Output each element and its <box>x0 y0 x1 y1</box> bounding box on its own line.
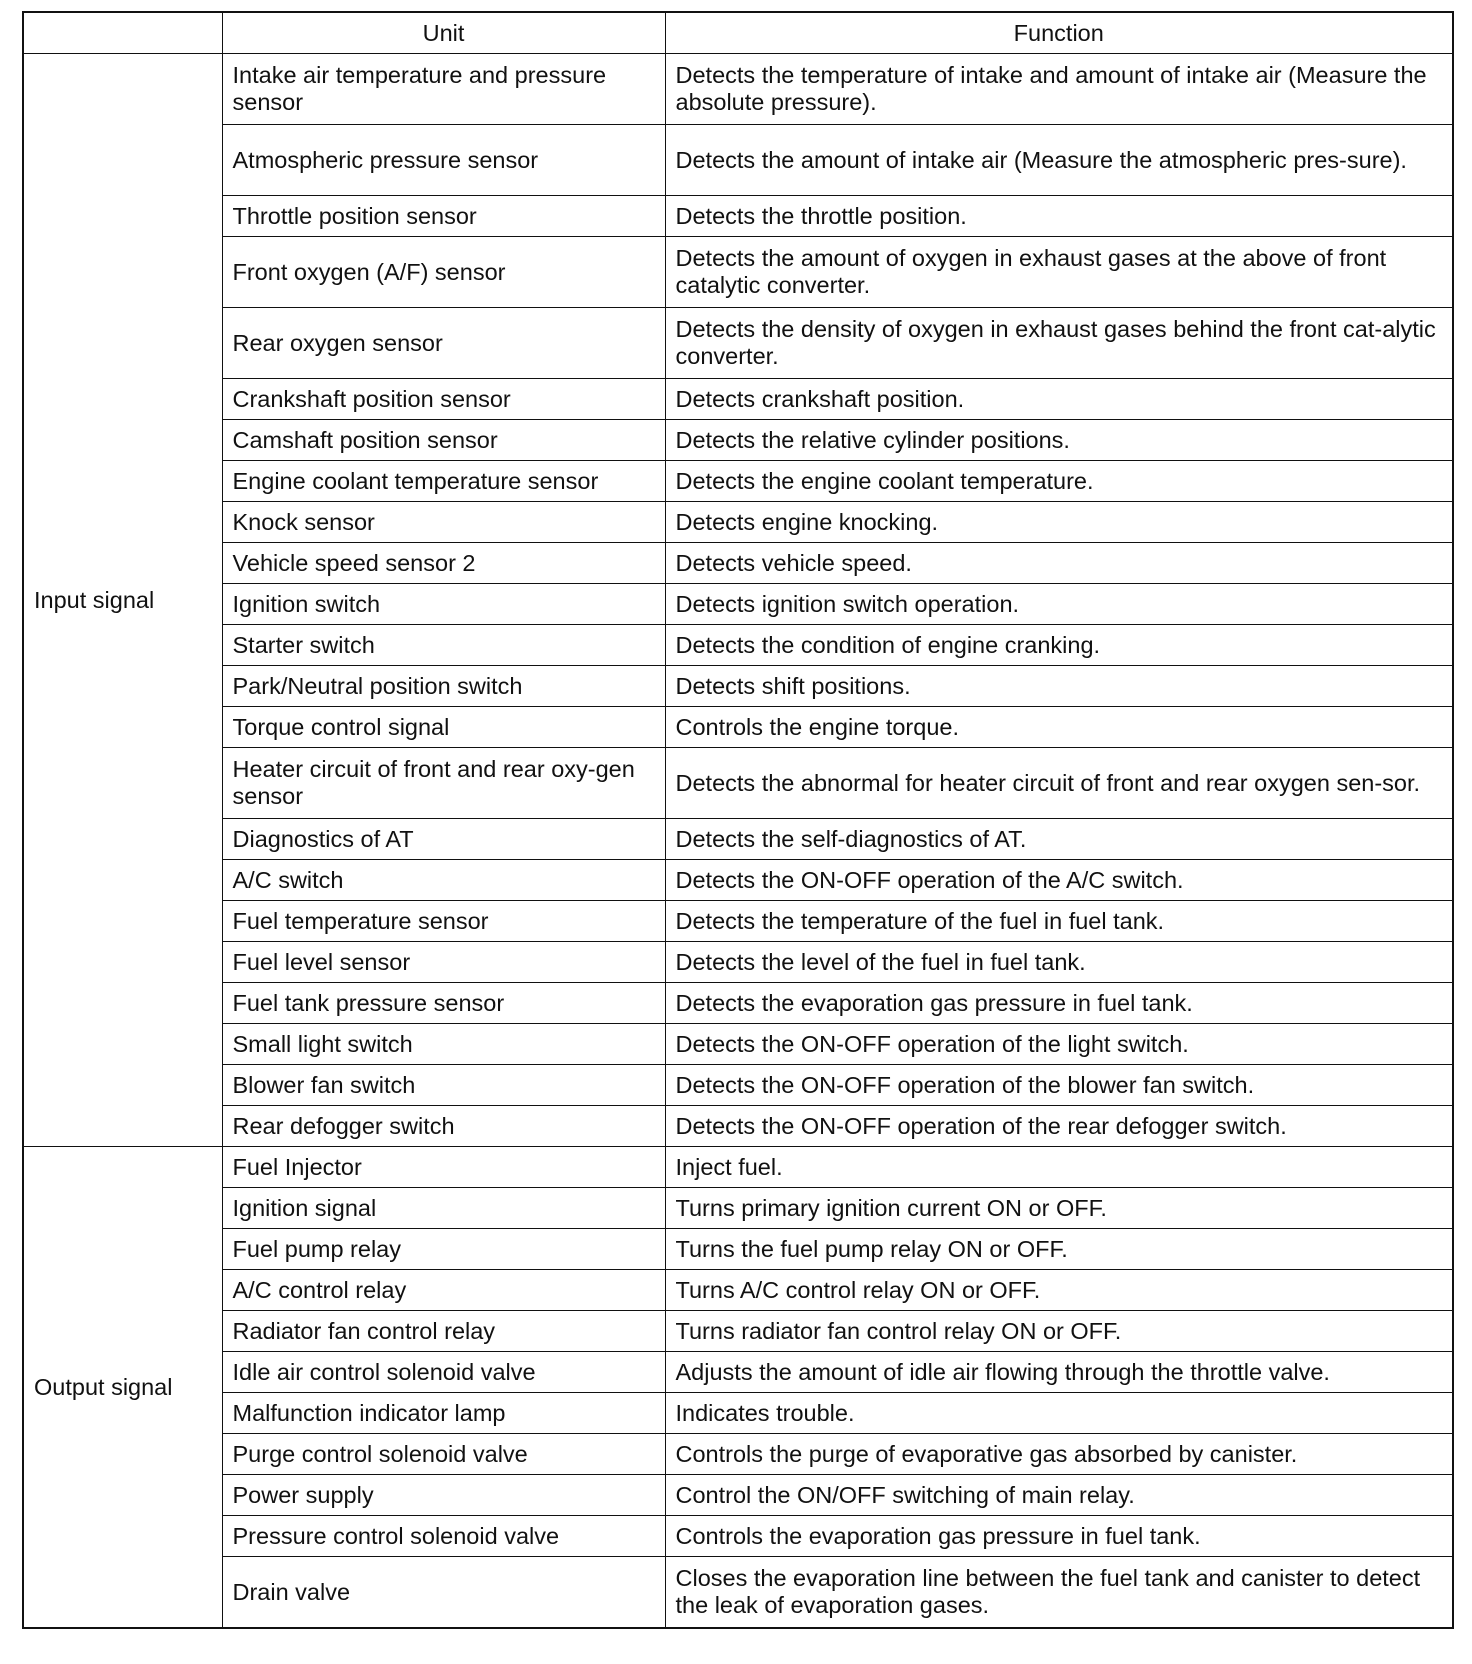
function-cell: Detects vehicle speed. <box>665 543 1453 584</box>
function-cell: Detects the condition of engine cranking. <box>665 625 1453 666</box>
table-body <box>23 54 1453 1629</box>
function-cell: Control the ON/OFF switching of main relay. <box>665 1475 1453 1516</box>
table-row <box>23 196 1453 237</box>
unit-cell: Diagnostics of AT <box>222 819 665 860</box>
table-row <box>23 1352 1453 1393</box>
table-row <box>23 308 1453 379</box>
function-cell: Detects the temperature of intake and amount of intake air (Measure the absolute pressure). <box>665 54 1453 125</box>
table-row <box>23 584 1453 625</box>
function-cell: Detects crankshaft position. <box>665 379 1453 420</box>
unit-cell: Crankshaft position sensor <box>222 379 665 420</box>
function-cell: Detects the engine coolant temperature. <box>665 461 1453 502</box>
function-cell: Detects the density of oxygen in exhaust gases behind the front cat-alytic converter. <box>665 308 1453 379</box>
function-cell: Turns A/C control relay ON or OFF. <box>665 1270 1453 1311</box>
table-row <box>23 1311 1453 1352</box>
table-row <box>23 625 1453 666</box>
unit-cell: Idle air control solenoid valve <box>222 1352 665 1393</box>
unit-cell: Camshaft position sensor <box>222 420 665 461</box>
table-row <box>23 379 1453 420</box>
table-row <box>23 237 1453 308</box>
table-row <box>23 1106 1453 1147</box>
table-row <box>23 666 1453 707</box>
table-row <box>23 502 1453 543</box>
unit-cell: Drain valve <box>222 1557 665 1629</box>
table-row <box>23 543 1453 584</box>
table-row <box>23 983 1453 1024</box>
group-label-cell: Input signal <box>23 54 222 1147</box>
unit-cell: A/C control relay <box>222 1270 665 1311</box>
unit-cell: Fuel pump relay <box>222 1229 665 1270</box>
table-row <box>23 54 1453 125</box>
unit-cell: Fuel tank pressure sensor <box>222 983 665 1024</box>
table-row <box>23 125 1453 196</box>
table-row <box>23 420 1453 461</box>
unit-cell: Vehicle speed sensor 2 <box>222 543 665 584</box>
function-cell: Inject fuel. <box>665 1147 1453 1188</box>
table-row <box>23 1270 1453 1311</box>
function-cell: Detects engine knocking. <box>665 502 1453 543</box>
unit-cell: Fuel level sensor <box>222 942 665 983</box>
function-cell: Closes the evaporation line between the fuel tank and canister to detect the leak of evaporation gases. <box>665 1557 1453 1629</box>
table-row <box>23 1188 1453 1229</box>
unit-cell: Ignition switch <box>222 584 665 625</box>
function-cell: Detects ignition switch operation. <box>665 584 1453 625</box>
function-cell: Detects the ON-OFF operation of the blower fan switch. <box>665 1065 1453 1106</box>
function-cell: Detects the evaporation gas pressure in fuel tank. <box>665 983 1453 1024</box>
unit-cell: Purge control solenoid valve <box>222 1434 665 1475</box>
table-row <box>23 1434 1453 1475</box>
table-row <box>23 748 1453 819</box>
unit-cell: Atmospheric pressure sensor <box>222 125 665 196</box>
table-row <box>23 707 1453 748</box>
function-cell: Detects the ON-OFF operation of the light switch. <box>665 1024 1453 1065</box>
table-row <box>23 1393 1453 1434</box>
table-row <box>23 1516 1453 1557</box>
function-cell: Detects the relative cylinder positions. <box>665 420 1453 461</box>
table-row <box>23 819 1453 860</box>
header-blank-cell <box>23 12 222 54</box>
function-cell: Detects shift positions. <box>665 666 1453 707</box>
header-unit: Unit <box>222 12 665 54</box>
unit-cell: Fuel temperature sensor <box>222 901 665 942</box>
function-cell: Detects the throttle position. <box>665 196 1453 237</box>
unit-cell: Blower fan switch <box>222 1065 665 1106</box>
unit-cell: Ignition signal <box>222 1188 665 1229</box>
function-cell: Detects the ON-OFF operation of the rear defogger switch. <box>665 1106 1453 1147</box>
function-cell: Detects the self-diagnostics of AT. <box>665 819 1453 860</box>
table-row <box>23 1557 1453 1629</box>
function-cell: Turns primary ignition current ON or OFF. <box>665 1188 1453 1229</box>
unit-cell: Front oxygen (A/F) sensor <box>222 237 665 308</box>
function-cell: Indicates trouble. <box>665 1393 1453 1434</box>
unit-cell: Small light switch <box>222 1024 665 1065</box>
unit-cell: Throttle position sensor <box>222 196 665 237</box>
function-cell: Controls the evaporation gas pressure in fuel tank. <box>665 1516 1453 1557</box>
unit-cell: Park/Neutral position switch <box>222 666 665 707</box>
unit-cell: Knock sensor <box>222 502 665 543</box>
function-cell: Detects the level of the fuel in fuel tank. <box>665 942 1453 983</box>
function-cell: Turns the fuel pump relay ON or OFF. <box>665 1229 1453 1270</box>
unit-cell: Intake air temperature and pressure sensor <box>222 54 665 125</box>
function-cell: Detects the amount of intake air (Measure the atmospheric pres-sure). <box>665 125 1453 196</box>
function-cell: Controls the purge of evaporative gas absorbed by canister. <box>665 1434 1453 1475</box>
unit-function-table <box>22 11 1454 1629</box>
unit-cell: Power supply <box>222 1475 665 1516</box>
table-row <box>23 1024 1453 1065</box>
function-cell: Detects the abnormal for heater circuit of front and rear oxygen sen-sor. <box>665 748 1453 819</box>
unit-cell: Heater circuit of front and rear oxy-gen sensor <box>222 748 665 819</box>
header-row <box>23 12 1453 54</box>
table-row <box>23 942 1453 983</box>
group-label-cell: Output signal <box>23 1147 222 1629</box>
unit-cell: Torque control signal <box>222 707 665 748</box>
table-row <box>23 1065 1453 1106</box>
unit-cell: Pressure control solenoid valve <box>222 1516 665 1557</box>
unit-cell: Fuel Injector <box>222 1147 665 1188</box>
header-function: Function <box>665 12 1453 54</box>
unit-cell: Starter switch <box>222 625 665 666</box>
table-row <box>23 901 1453 942</box>
unit-cell: A/C switch <box>222 860 665 901</box>
function-cell: Detects the amount of oxygen in exhaust gases at the above of front catalytic converter. <box>665 237 1453 308</box>
table-row <box>23 461 1453 502</box>
table-row <box>23 1147 1453 1188</box>
function-cell: Controls the engine torque. <box>665 707 1453 748</box>
unit-cell: Malfunction indicator lamp <box>222 1393 665 1434</box>
table-row <box>23 1229 1453 1270</box>
function-cell: Adjusts the amount of idle air flowing through the throttle valve. <box>665 1352 1453 1393</box>
table-row <box>23 860 1453 901</box>
table-row <box>23 1475 1453 1516</box>
function-cell: Detects the ON-OFF operation of the A/C switch. <box>665 860 1453 901</box>
function-cell: Turns radiator fan control relay ON or OFF. <box>665 1311 1453 1352</box>
unit-cell: Rear defogger switch <box>222 1106 665 1147</box>
unit-cell: Engine coolant temperature sensor <box>222 461 665 502</box>
function-cell: Detects the temperature of the fuel in fuel tank. <box>665 901 1453 942</box>
unit-cell: Rear oxygen sensor <box>222 308 665 379</box>
unit-cell: Radiator fan control relay <box>222 1311 665 1352</box>
